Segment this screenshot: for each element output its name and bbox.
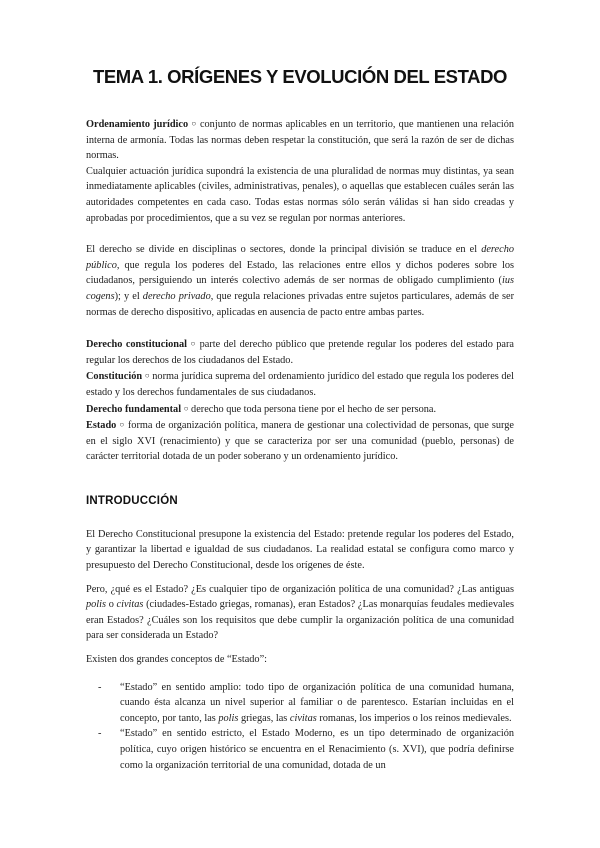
- circle-bullet-icon: ○: [144, 371, 150, 381]
- paragraph-derecho-division: [86, 242, 514, 320]
- text-span: griegas, las: [238, 712, 290, 724]
- definition-constitucion: [86, 368, 514, 400]
- term-constitucion: Constitución: [86, 371, 143, 383]
- text-span: , que regula relaciones privadas entre sujetos particulares, además de ser normas de derecho dispositivo, aplicadas en ausencia de pacto entre ambas partes.: [86, 290, 515, 318]
- text-span: (ciudades-Estado griegas, romanas), eran Estados? ¿Las monarquías feudales medievales eran Estados? ¿Cuáles son los requisitos que debe cumplir la organización política de una comunidad para ser considerada un Estado?: [86, 599, 515, 642]
- definition-text: derecho que toda persona tiene por el hecho de ser persona.: [188, 403, 437, 415]
- definition-ordenamiento: [86, 116, 514, 164]
- text-span: Pero, ¿qué es el Estado? ¿Es cualquier tipo de organización política de una comunidad? ¿Las antiguas: [86, 583, 514, 595]
- dash-bullet-icon: -: [98, 681, 102, 693]
- definition-text: parte del derecho público que pretende regular los poderes del estado para regular los derechos de los ciudadanos del Estado.: [86, 339, 514, 366]
- term-civitas: civitas: [289, 712, 317, 724]
- estado-concepts-list: [86, 680, 514, 774]
- paragraph-intro-2: [86, 582, 514, 644]
- definition-derecho-constitucional: [86, 336, 514, 368]
- term-ius-cogens: ius cogens: [86, 275, 514, 302]
- definition-text: forma de organización política, manera de gestionar una colectividad de personas, que surge en el siglo XVI (renacimiento) y que se caracteriza por ser una comunidad (pueblo, personas) de carácter territorial dotada de un poder soberano y un ordenamiento jurídico.: [86, 420, 514, 463]
- term-derecho-fundamental: Derecho fundamental: [86, 403, 182, 415]
- term-derecho-publico: derecho público: [86, 244, 514, 271]
- circle-bullet-icon: ○: [190, 339, 197, 349]
- section-heading-introduccion: INTRODUCCIÓN: [86, 494, 178, 507]
- paragraph-intro-3: Existen dos grandes conceptos de “Estado”:: [86, 654, 267, 666]
- term-polis: polis: [86, 599, 107, 611]
- text-span: o: [106, 599, 117, 611]
- text-span: El derecho se divide en disciplinas o sectores, donde la principal división se traduce en el: [86, 244, 482, 256]
- term-polis: polis: [218, 712, 239, 724]
- circle-bullet-icon: ○: [183, 403, 189, 413]
- definition-text: conjunto de normas aplicables en un territorio, que mantienen una relación interna de armonía. Todas las normas deben respetar la constitución, que será la razón de ser de dichas normas.: [86, 119, 514, 162]
- term-derecho-constitucional: Derecho constitucional: [86, 339, 188, 351]
- text-span: “Estado” en sentido amplio: todo tipo de organización política de una comunidad humana, cuando ésta alcanza un nivel superior al familiar o de parentesco. Estarían incluidas en el concepto, por tanto, las: [120, 681, 514, 724]
- paragraph-actuacion: Cualquier actuación jurídica supondrá la existencia de una pluralidad de normas muy distintas, ya sean inmediatamente aplicables (civiles, administrativas, penales), o aquellas que establecen cuáles serán las autoridades competentes en cada caso. Todas estas normas sólo serán válidas si han sido creadas y aprobadas por procedimientos, que a su vez se regulan por normas anteriores.: [86, 165, 514, 224]
- term-ordenamiento: Ordenamiento jurídico: [86, 119, 189, 130]
- page-title: TEMA 1. ORÍGENES Y EVOLUCIÓN DEL ESTADO: [92, 66, 508, 87]
- circle-bullet-icon: ○: [119, 420, 125, 430]
- term-estado: Estado: [86, 420, 117, 432]
- definition-derecho-fundamental: [86, 401, 514, 418]
- list-item-text: [120, 680, 514, 727]
- dash-bullet-icon: -: [98, 728, 102, 740]
- text-span: ); y el: [114, 290, 143, 302]
- list-item: [98, 680, 514, 727]
- text-span: , que regula los poderes del Estado, las relaciones entre ellos y dichos poderes sobre los ciudadanos, persiguiendo un interés colectivo además de ser normas de obligado cumplimiento (: [86, 259, 514, 287]
- list-item: [98, 726, 514, 773]
- term-derecho-privado: derecho privado: [142, 290, 211, 302]
- list-item-text: “Estado” en sentido estricto, el Estado Moderno, es un tipo determinado de organización política, cuyo origen histórico se encuentra en el Renacimiento (s. XVI), que podría definirse como la organización territorial de una comunidad, dotada de un: [120, 728, 514, 771]
- circle-bullet-icon: ○: [191, 119, 197, 128]
- definition-text: norma jurídica suprema del ordenamiento jurídico del estado que regula los poderes del estado y los derechos fundamentales de sus ciudadanos.: [86, 371, 514, 398]
- definition-estado: [86, 417, 514, 465]
- term-civitas: civitas: [116, 599, 144, 611]
- paragraph-intro-1: El Derecho Constitucional presupone la existencia del Estado: pretende regular los poderes del Estado, y garantizar la libertad e igualdad de sus ciudadanos. La realidad estatal se configura como marco y presupuesto del Derecho Constitucional, desde los orígenes de éste.: [86, 528, 514, 572]
- text-span: romanas, los imperios o los reinos medievales.: [316, 712, 512, 724]
